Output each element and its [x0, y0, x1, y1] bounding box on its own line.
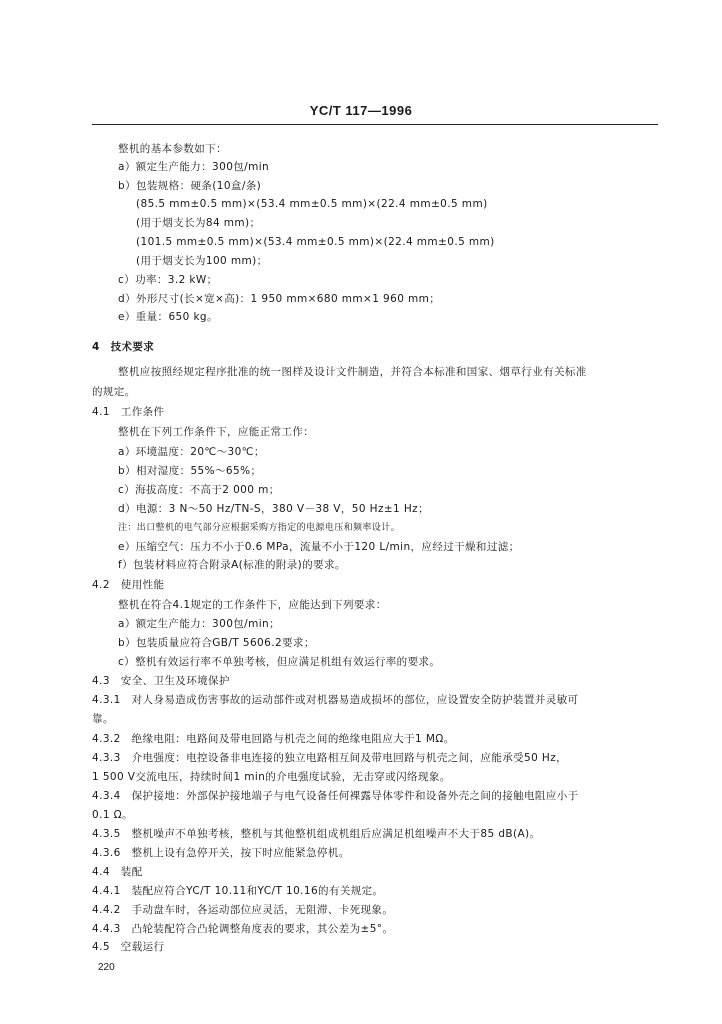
text-line: 整机的基本参数如下： — [118, 143, 227, 155]
text-line: (用于烟支长为100 mm)； — [136, 255, 268, 267]
text-line: d）电源：3 N～50 Hz/TN-S，380 V－38 V，50 Hz±1 Hz； — [118, 503, 429, 515]
text-line: 整机在下列工作条件下，应能正常工作： — [118, 426, 315, 438]
text-line: a）额定生产能力：300包/min — [118, 161, 270, 173]
text-line: 的规定。 — [92, 386, 136, 398]
clause-line: 4.3.4 保护接地：外部保护接地端子与电气设备任何裸露导体零件和设备外壳之间的接触电阻应小于 — [92, 790, 579, 802]
clause-line: 4.4.3 凸轮装配符合凸轮调整角度表的要求，其公差为±5°。 — [92, 923, 394, 935]
subsection-heading: 4.1 工作条件 — [92, 406, 165, 418]
text-line: b）相对湿度：55%～65%； — [118, 465, 262, 477]
clause-line: 4.3.3 介电强度：电控设备非电连接的独立电路相互间及带电回路与机壳之间，应能承受50 Hz， — [92, 752, 568, 764]
doc-header-code: YC/T 117—1996 — [309, 103, 413, 118]
text-line: 整机应按照经规定程序批准的统一图样及设计文件制造，并符合本标准和国家、烟草行业有关标准 — [118, 366, 587, 378]
text-line: b）包装规格：硬条(10盒/条) — [118, 180, 262, 192]
note-line: 注：出口整机的电气部分应根据采购方指定的电源电压和频率设计。 — [118, 523, 401, 533]
subsection-heading: 4.2 使用性能 — [92, 579, 165, 591]
text-line: 靠。 — [92, 713, 114, 725]
text-line: 整机在符合4.1规定的工作条件下，应能达到下列要求： — [118, 599, 387, 611]
text-line: (用于烟支长为84 mm)； — [136, 217, 261, 229]
text-line: a）额定生产能力：300包/min； — [118, 618, 281, 630]
section-heading: 4 技术要求 — [92, 341, 155, 353]
clause-line: 4.3.1 对人身易造成伤害事故的运动部件或对机器易造成损坏的部位，应设置安全防护装置并灵敏可 — [92, 694, 579, 706]
text-line: c）海拔高度：不高于2 000 m； — [118, 484, 280, 496]
clause-line: 4.4.2 手动盘车时，各运动部位应灵活，无阻滞、卡死现象。 — [92, 904, 394, 916]
text-line: e）压缩空气：压力不小于0.6 MPa，流量不小于120 L/min，应经过干燥和过滤； — [118, 541, 520, 553]
text-line: (85.5 mm±0.5 mm)×(53.4 mm±0.5 mm)×(22.4 mm±0.5 mm) — [136, 198, 488, 210]
text-line: c）功率：3.2 kW； — [118, 274, 218, 286]
text-line: 0.1 Ω。 — [92, 809, 133, 821]
clause-line: 4.3.2 绝缘电阻：电路间及带电回路与机壳之间的绝缘电阻应大于1 MΩ。 — [92, 733, 455, 745]
text-line: a）环境温度：20℃～30℃； — [118, 446, 265, 458]
clause-line: 4.3.5 整机噪声不单独考核，整机与其他整机组成机组后应满足机组噪声不大于85 dB(A)。 — [92, 828, 541, 840]
clause-line: 4.3.6 整机上设有急停开关，按下时应能紧急停机。 — [92, 847, 350, 859]
subsection-heading: 4.3 安全、卫生及环境保护 — [92, 675, 230, 687]
text-line: b）包装质量应符合GB/T 5606.2要求； — [118, 637, 315, 649]
page-number: 220 — [98, 962, 115, 973]
text-line: 1 500 V交流电压，持续时间1 min的介电强度试验，无击穿或闪络现象。 — [92, 771, 451, 783]
subsection-heading: 4.5 空载运行 — [92, 941, 165, 953]
text-line: e）重量：650 kg。 — [118, 311, 218, 323]
clause-line: 4.4.1 装配应符合YC/T 10.11和YC/T 10.16的有关规定。 — [92, 885, 384, 897]
text-line: (101.5 mm±0.5 mm)×(53.4 mm±0.5 mm)×(22.4 mm±0.5 mm) — [136, 236, 495, 248]
header-rule — [92, 124, 658, 125]
subsection-heading: 4.4 装配 — [92, 866, 143, 878]
text-line: f）包装材料应符合附录A(标准的附录)的要求。 — [118, 559, 346, 571]
text-line: c）整机有效运行率不单独考核，但应满足机组有效运行率的要求。 — [118, 656, 441, 668]
text-line: d）外形尺寸(长×宽×高)：1 950 mm×680 mm×1 960 mm； — [118, 293, 441, 305]
